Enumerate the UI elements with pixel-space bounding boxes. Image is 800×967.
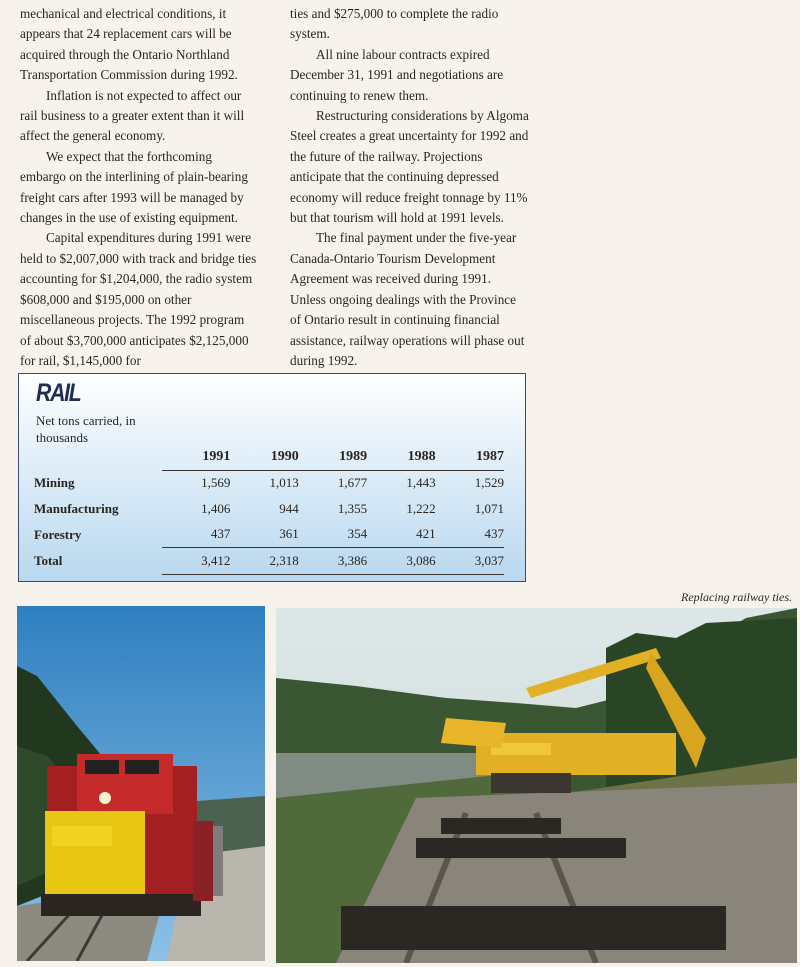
paragraph: Inflation is not expected to affect our rail business to a greater extent than it will affect the general economy.	[20, 87, 245, 144]
table-cell: 361	[279, 526, 299, 542]
table-cell: 1,071	[474, 500, 504, 516]
year-header: 1988	[367, 444, 435, 470]
paragraph: mechanical and electrical conditions, it appears that 24 replacement cars will be acquired through the Ontario Northland Transportation Commission during 1992.	[20, 6, 238, 83]
row-label: Total	[34, 552, 63, 568]
rail-table-title: RAIL	[36, 379, 81, 407]
railway-tie-replacement-photo	[276, 608, 797, 963]
table-cell: 437	[484, 526, 504, 542]
year-header: 1987	[436, 444, 504, 470]
table-header-row	[34, 444, 504, 470]
table-cell: 2,318	[230, 548, 298, 575]
rail-statistics-box	[18, 373, 526, 582]
row-label: Mining	[34, 475, 75, 490]
table-cell: 3,037	[436, 548, 504, 575]
year-header: 1990	[230, 444, 298, 470]
text-column-right	[290, 4, 530, 371]
table-cell: 1,406	[201, 500, 231, 516]
table-total-row	[34, 548, 504, 575]
photo-caption: Replacing railway ties.	[681, 590, 792, 604]
paragraph: Capital expenditures during 1991 were held to $2,007,000 with track and bridge ties accounting for $1,204,000, the radio system $608,000 and $195,000 on other miscellaneous projects. The 1992 program of about $3,700,000 anticipates $2,125,000 for rail, $1,145,000 for	[20, 230, 257, 368]
text-column-left	[20, 4, 258, 371]
table-cell: 437	[210, 526, 231, 542]
paragraph: Restructuring considerations by Algoma Steel creates a great uncertainty for 1992 and the future of the railway. Projections anticipate that the continuing depressed economy will reduce freight tonnage by 11% but that tourism will hold at 1991 levels.	[290, 108, 529, 226]
table-row	[34, 522, 504, 548]
table-cell: 3,412	[162, 548, 230, 575]
row-label: Manufacturing	[34, 500, 119, 516]
table-cell: 944	[279, 500, 299, 516]
year-header: 1989	[299, 444, 367, 470]
table-cell: 354	[347, 526, 368, 542]
table-cell: 3,386	[299, 548, 367, 575]
table-cell: 421	[416, 526, 436, 542]
row-label: Forestry	[34, 526, 82, 542]
table-cell: 1,443	[406, 475, 436, 491]
table-cell: 1,355	[337, 500, 368, 516]
table-row	[34, 470, 504, 496]
paragraph: The final payment under the five-year Canada-Ontario Tourism Development Agreement was received during 1991. Unless ongoing dealings with the Province of Ontario result in continuing financial assistance, railway operations will phase out during 1992.	[290, 230, 525, 368]
table-cell: 1,569	[201, 475, 231, 491]
table-cell: 1,677	[337, 475, 368, 491]
table-cell: 1,529	[474, 475, 504, 491]
rail-tonnage-table	[34, 444, 504, 575]
rail-table-subtitle: Net tons carried, in thousands	[36, 413, 136, 445]
year-header: 1991	[162, 444, 230, 470]
table-cell: 1,013	[269, 475, 299, 491]
table-row	[34, 496, 504, 522]
table-cell: 1,222	[406, 500, 436, 516]
paragraph: We expect that the forthcoming embargo on the interlining of plain-bearing freight cars after 1993 will be managed by changes in the use of existing equipment.	[20, 148, 248, 226]
header-blank	[34, 444, 162, 470]
locomotive-photo	[17, 606, 265, 961]
table-cell: 3,086	[367, 548, 435, 575]
paragraph: ties and $275,000 to complete the radio system.	[290, 6, 499, 42]
paragraph: All nine labour contracts expired December 31, 1991 and negotiations are continuing to renew them.	[290, 46, 504, 103]
